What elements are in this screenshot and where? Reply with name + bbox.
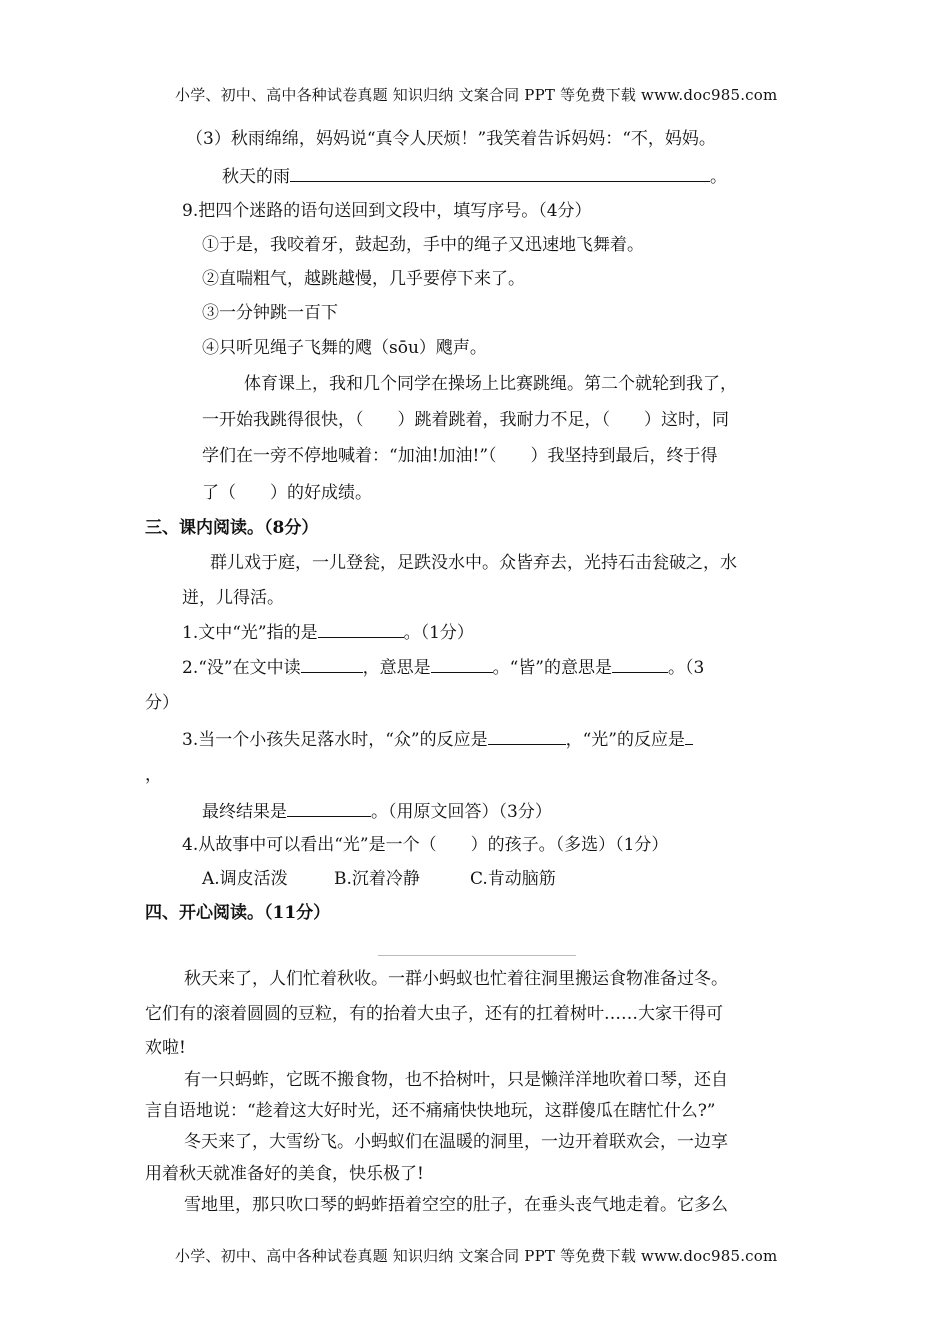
section3-q3-part1: 3.当一个小孩失足落水时，“众”的反应是: [182, 730, 488, 750]
q9-option-4: ④只听见绳子飞舞的飕（sōu）飕声。: [202, 338, 487, 358]
section4-passage-line5: 言自语地说：“趁着这大好时光，还不痛痛快快地玩，这群傻瓜在瞎忙什么?”: [145, 1101, 716, 1121]
section3-q1-blank[interactable]: [318, 621, 404, 638]
q8-3-line1: （3）秋雨绵绵，妈妈说“真令人厌烦！”我笑着告诉妈妈：“不，妈妈。: [186, 129, 716, 149]
section3-q4: 4.从故事中可以看出“光”是一个（ ）的孩子。（多选）（1分）: [182, 835, 669, 855]
section3-q2-part2: ，意思是: [362, 658, 431, 678]
section3-q1-prefix: 1.文中“光”指的是: [182, 623, 318, 643]
q8-3-line2-suffix: 。: [710, 167, 727, 187]
q9-passage-line3: 学们在一旁不停地喊着：“加油!加油!”（ ）我坚持到最后，终于得: [202, 446, 718, 466]
q9-option-3: ③一分钟跳一百下: [202, 303, 338, 323]
page-header: 小学、初中、高中各种试卷真题 知识归纳 文案合同 PPT 等免费下载 www.doc985.com: [175, 86, 778, 104]
section4-passage-line8: 雪地里，那只吹口琴的蚂蚱捂着空空的肚子，在垂头丧气地走着。它多么: [184, 1195, 728, 1215]
section3-title: 三、课内阅读。（8分）: [145, 518, 319, 538]
q8-3-line2-prefix: 秋天的雨: [222, 167, 290, 187]
section3-q2: [182, 656, 704, 679]
q9-option-1: ①于是，我咬着牙，鼓起劲，手中的绳子又迅速地飞舞着。: [202, 235, 644, 255]
section4-passage-line4: 有一只蚂蚱，它既不搬食物，也不拾树叶，只是懒洋洋地吹着口琴，还自: [184, 1070, 728, 1090]
section3-q3-line2-prefix: 最终结果是: [202, 802, 287, 822]
q9-option-2: ②直喘粗气，越跳越慢，几乎要停下来了。: [202, 269, 525, 289]
section3-passage-line1: 群儿戏于庭，一儿登瓮，足跌没水中。众皆弃去，光持石击瓮破之，水: [210, 553, 737, 573]
section3-q2-blank-meaning[interactable]: [431, 656, 493, 673]
section3-q2-blank-jie[interactable]: [612, 656, 668, 673]
section3-q3-blank-zhong[interactable]: [488, 728, 566, 745]
section3-q1-suffix: 。（1分）: [403, 623, 474, 643]
section3-q3-line2-suffix: 。（用原文回答）（3分）: [371, 802, 552, 822]
q8-3-answer-blank[interactable]: [290, 165, 710, 182]
q8-3-line2: [222, 165, 727, 188]
section4-passage-line2: 它们有的滚着圆圆的豆粒，有的抬着大虫子，还有的扛着树叶……大家干得可: [145, 1004, 723, 1024]
section4-title: 四、开心阅读。（11分）: [145, 903, 331, 923]
section3-q3-blank-guang[interactable]: [685, 728, 693, 745]
section3-q2-part1: 2.“没”在文中读: [182, 658, 301, 678]
title-blank-line: [378, 955, 576, 956]
section3-q3-line2: [202, 800, 552, 823]
section4-passage-line7: 用着秋天就准备好的美食，快乐极了!: [145, 1164, 424, 1184]
section4-passage-line1: 秋天来了，人们忙着秋收。一群小蚂蚁也忙着往洞里搬运食物准备过冬。: [184, 969, 728, 989]
section3-q2-blank-reading[interactable]: [301, 656, 363, 673]
section3-q2-part4: 。（3: [668, 658, 705, 678]
section3-q4-choice-b: B.沉着冷静: [334, 869, 420, 889]
q9-passage-line4: 了（ ）的好成绩。: [202, 483, 372, 503]
q9-passage-line2: 一开始我跳得很快，（ ）跳着跳着，我耐力不足，（ ）这时，同: [202, 410, 729, 430]
section3-q3: [182, 728, 693, 751]
section3-q2-wrap: 分）: [145, 693, 179, 713]
q9-title: 9.把四个迷路的语句送回到文段中，填写序号。（4分）: [182, 201, 592, 221]
section3-passage-line2: 迸，儿得活。: [182, 588, 284, 608]
section4-passage-line6: 冬天来了，大雪纷飞。小蚂蚁们在温暖的洞里，一边开着联欢会，一边享: [184, 1132, 728, 1152]
section3-q4-choice-a: A.调皮活泼: [202, 869, 288, 889]
section3-q2-part3: 。“皆”的意思是: [492, 658, 612, 678]
section4-passage-line3: 欢啦!: [145, 1038, 186, 1058]
q9-passage-line1: 体育课上，我和几个同学在操场上比赛跳绳。第二个就轮到我了，: [244, 374, 737, 394]
section3-q3-blank-result[interactable]: [287, 800, 371, 817]
page-footer: 小学、初中、高中各种试卷真题 知识归纳 文案合同 PPT 等免费下载 www.doc985.com: [175, 1247, 778, 1265]
section3-q4-choice-c: C.肯动脑筋: [470, 869, 556, 889]
section3-q3-wrap: ，: [145, 765, 162, 785]
section3-q1: [182, 621, 474, 644]
section3-q3-part2: ，“光”的反应是: [565, 730, 685, 750]
